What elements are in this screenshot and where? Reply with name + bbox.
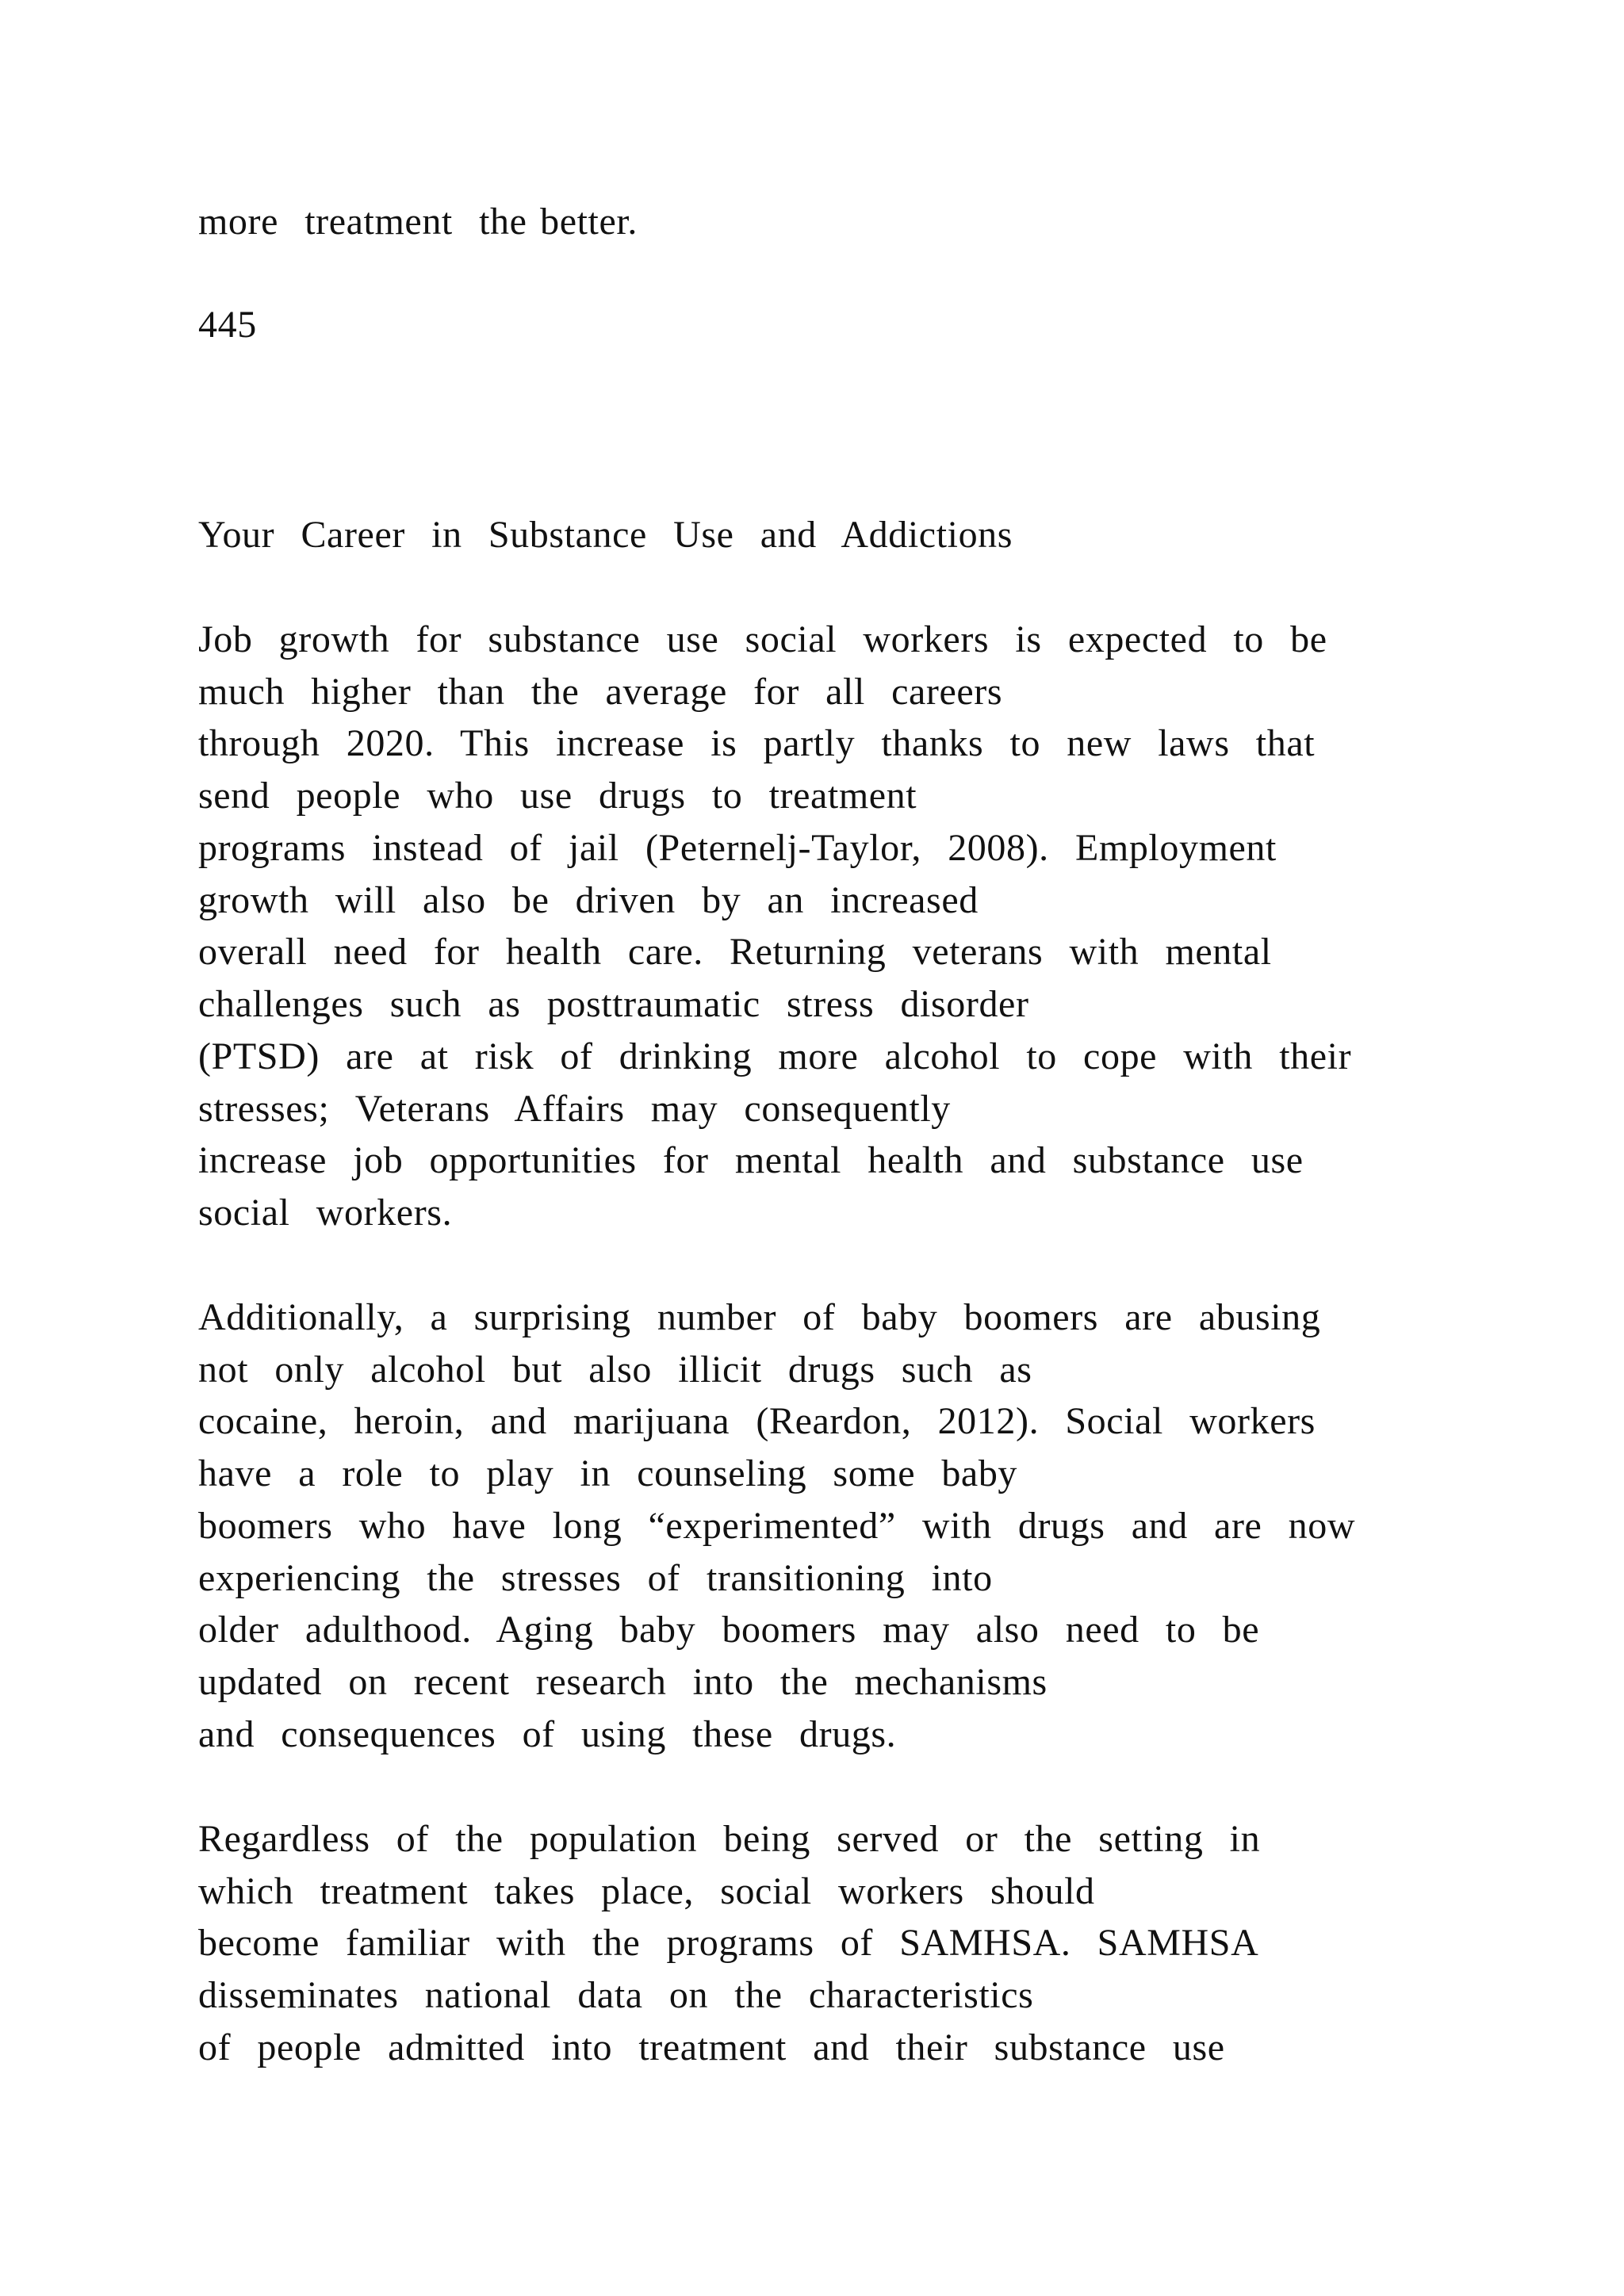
paragraph-3-line: Regardless of the population being served or the setting in: [198, 1818, 1261, 1860]
paragraph-3-line: become familiar with the programs of SAMHSA. SAMHSA: [198, 1922, 1259, 1964]
text-line-prev-paragraph-end: more treatment the better.: [198, 201, 638, 243]
paragraph-2-line: boomers who have long “experimented” with drugs and are now: [198, 1505, 1356, 1547]
paragraph-2-line: Additionally, a surprising number of baby boomers are abusing: [198, 1296, 1321, 1338]
paragraph-1-line: through 2020. This increase is partly thanks to new laws that: [198, 722, 1316, 764]
paragraph-1-line: stresses; Veterans Affairs may consequently: [198, 1088, 951, 1130]
paragraph-1-line: growth will also be driven by an increased: [198, 879, 979, 921]
paragraph-3-line: disseminates national data on the characteristics: [198, 1974, 1034, 2016]
paragraph-1-line: (PTSD) are at risk of drinking more alcohol to cope with their: [198, 1035, 1352, 1077]
paragraph-2-line: updated on recent research into the mechanisms: [198, 1661, 1048, 1703]
paragraph-2-line: cocaine, heroin, and marijuana (Reardon, 2012). Social workers: [198, 1400, 1316, 1442]
paragraph-2-line: experiencing the stresses of transitioning into: [198, 1557, 993, 1599]
paragraph-2-line: have a role to play in counseling some baby: [198, 1452, 1018, 1494]
paragraph-2-line: not only alcohol but also illicit drugs such as: [198, 1349, 1032, 1391]
paragraph-1-line: increase job opportunities for mental health and substance use: [198, 1139, 1304, 1181]
paragraph-3-line: which treatment takes place, social workers should: [198, 1870, 1095, 1912]
paragraph-1-line: social workers.: [198, 1192, 453, 1234]
paragraph-1-line: much higher than the average for all careers: [198, 671, 1003, 713]
paragraph-1-line: send people who use drugs to treatment: [198, 775, 917, 817]
paragraph-1-line: challenges such as posttraumatic stress disorder: [198, 983, 1029, 1025]
paragraph-3-line: of people admitted into treatment and their substance use: [198, 2026, 1225, 2068]
paragraph-2-line: older adulthood. Aging baby boomers may also need to be: [198, 1609, 1260, 1651]
paragraph-2-line: and consequences of using these drugs.: [198, 1713, 897, 1755]
paragraph-1-line: overall need for health care. Returning veterans with mental: [198, 931, 1272, 973]
paragraph-1-line: programs instead of jail (Peternelj-Taylor, 2008). Employment: [198, 827, 1277, 869]
page-number: 445: [198, 304, 257, 346]
paragraph-1-line: Job growth for substance use social workers is expected to be: [198, 618, 1327, 660]
section-heading: Your Career in Substance Use and Addictions: [198, 514, 1013, 556]
